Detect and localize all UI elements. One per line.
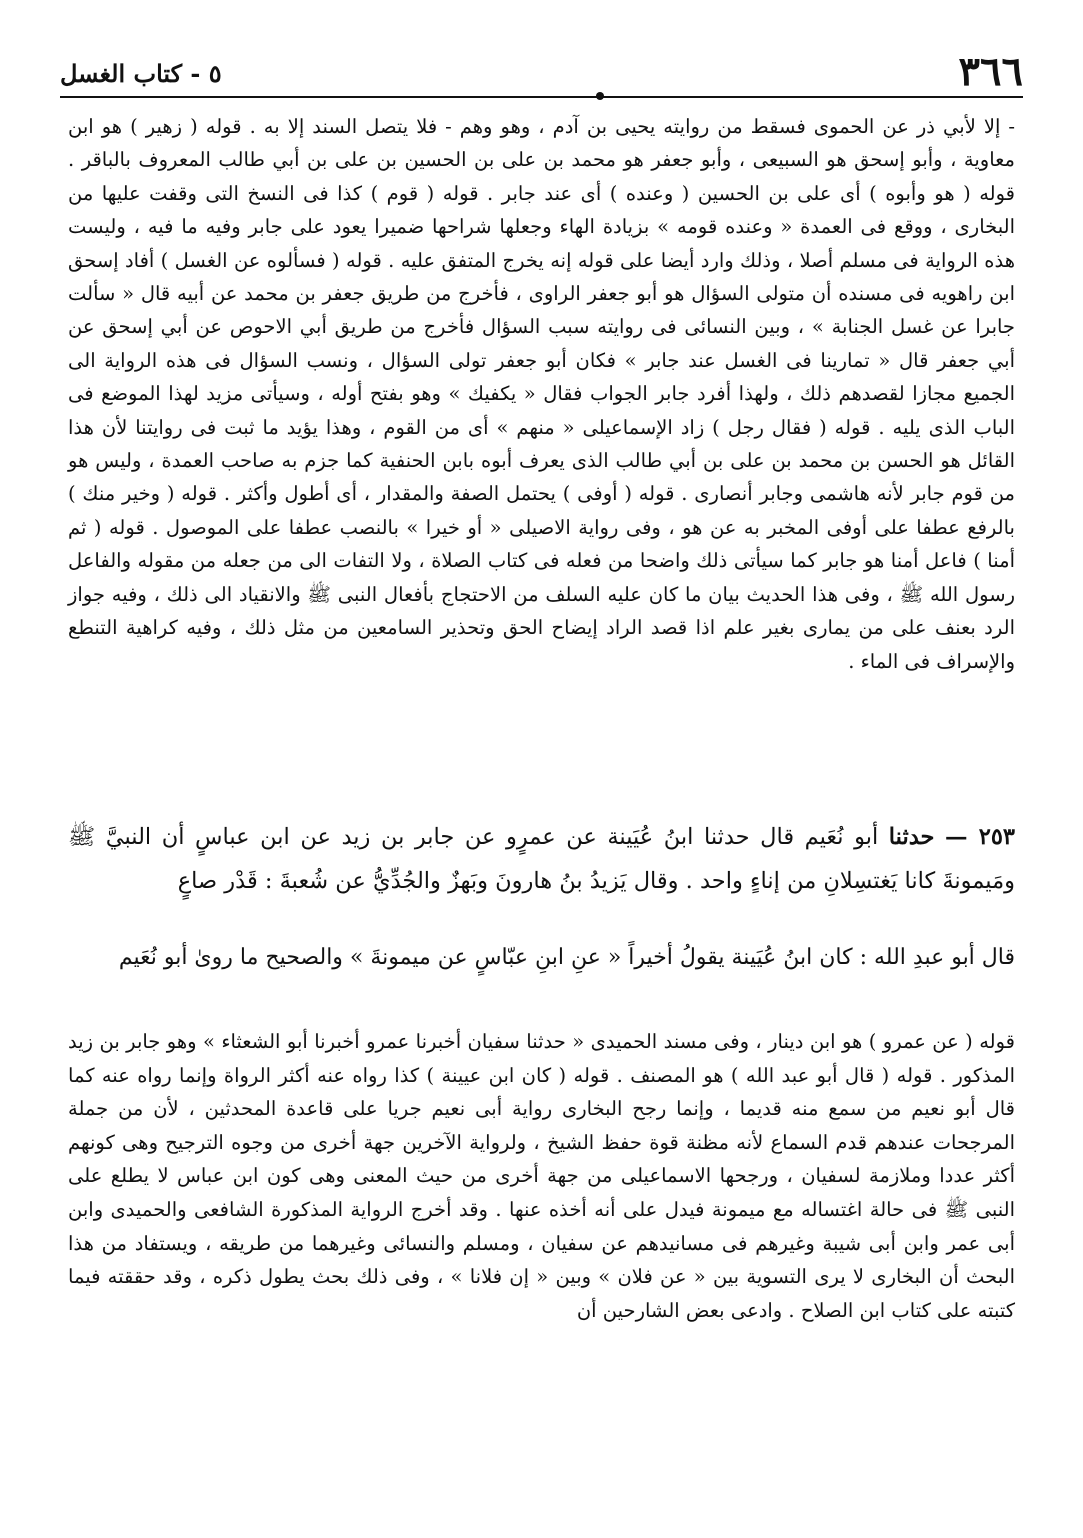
commentary-bottom-text: قوله ( عن عمرو ) هو ابن دينار ، وفى مسند الحميدى « حدثنا سفيان أخبرنا عمرو أخبرنا أبو الشعثاء » وهو جابر بن زيد المذكور . قوله ( قال أبو عبد الله ) هو المصنف . قوله ( كان ابن عيينة ) كذا رواه عنه أكثر الرواة وإنما رواه عنه كما قال أبو نعيم من سمع منه قديما ، وإنما رجح البخارى رواية أبى نعيم جريا على قاعدة المحدثين ، لأن من جملة المرجحات عندهم قدم السماع لأنه مظنة قوة حفظ الشيخ ، ولرواية الآخرين جهة أخرى من وجوه الترجيح وهى كونهم أكثر عددا وملازمة لسفيان ، ورجحها الاسماعيلى من جهة أخرى من حيث المعنى وهى كون ابن عباس لا يطلع على النبى ﷺ فى حالة اغتساله مع ميمونة فيدل على أنه أخذه عنها . وقد أخرج الرواية المذكورة الشافعى والحميدى وابن أبى عمر وابن أبى شيبة وغيرهم فى مسانيدهم عن سفيان ، ومسلم والنسائى وغيرهما من طريقه ، ويستفاد من هذا البحث أن البخارى لا يرى التسوية بين « عن فلان » وبين « إن فلانا » ، وفى ذلك بحث يطول ذكره ، وقد حققته فيما كتبته على كتاب ابن الصلاح . وادعى بعض الشارحين أن [68,1030,1015,1322]
hadith-text: أبو نُعَيم قال حدثنا ابنُ عُيَينة عن عمرٍو عن جابر بن زيد عن ابن عباسٍ أن النبيَّ ﷺ ومَيمونةَ كانا يَغتسِلانِ من إناءٍ واحد . وقال يَزيدُ بنُ هارونَ وبَهزٌ والجُدِّيُّ عن شُعبةَ : قَدْر صاعٍ [68,824,1015,894]
commentary-top [68,110,1015,678]
commentary-bottom [68,1025,1015,1327]
page-header [60,40,1023,100]
author-note-text: قال أبو عبدِ الله : كان ابنُ عُيَينة يقولُ أخيراً « عنِ ابنِ عبّاسٍ عن ميمونةَ » والصحيح ما روىٰ أبو نُعَيم [118,945,1015,970]
hadith-paragraph [68,815,1015,903]
chapter-title: ٥ - كتاب الغسل [60,59,222,88]
hadith-opener: حدثنا [888,824,935,850]
header-divider [60,96,1023,98]
hadith-number: ٢٥٣ — [945,824,1016,850]
author-note [68,938,1015,978]
header-divider-dot [596,92,604,100]
page-number: ٣٦٦ [958,48,1023,95]
hadith-253 [68,815,1015,903]
commentary-top-text: - إلا لأبي ذر عن الحموى فسقط من روايته يحيى بن آدم ، وهو وهم - فلا يتصل السند إلا به . قوله ( زهير ) هو ابن معاوية ، وأبو إسحق هو السبيعى ، وأبو جعفر هو محمد بن على بن الحسين بن على بن أبي طالب المعروف بالباقر . قوله ( هو وأبوه ) أى على بن الحسين ( وعنده ) أى عند جابر . قوله ( قوم ) كذا فى النسخ التى وقفت عليها من البخارى ، ووقع فى العمدة « وعنده قومه » بزيادة الهاء وجعلها شراحها ضميرا يعود على جابر وفيه ما فيه ، وليست هذه الرواية فى مسلم أصلا ، وذلك وارد أيضا على قوله إنه يخرج المتفق عليه . قوله ( فسألوه عن الغسل ) أفاد إسحق ابن راهويه فى مسنده أن متولى السؤال هو أبو جعفر الراوى ، فأخرج من طريق جعفر بن محمد عن أبيه قال « سألت جابرا عن غسل الجنابة » ، وبين النسائى فى روايته سبب السؤال فأخرج من طريق أبي الاحوص عن أبي إسحق عن أبي جعفر قال « تمارينا فى الغسل عند جابر » فكان أبو جعفر تولى السؤال ، ونسب السؤال فى هذه الرواية الى الجميع مجازا لقصدهم ذلك ، ولهذا أفرد جابر الجواب فقال « يكفيك » وهو بفتح أوله ، وسيأتى مزيد لهذا الموضع فى الباب الذى يليه . قوله ( فقال رجل ) زاد الإسماعيلى « منهم » أى من القوم ، وهذا يؤيد ما ثبت فى روايتنا لأن هذا القائل هو الحسن بن محمد بن على بن أبي طالب الذى يعرف أبوه بابن الحنفية كما جزم به صاحب العمدة ، وليس هو من قوم جابر لأنه هاشمى وجابر أنصارى . قوله ( أوفى ) يحتمل الصفة والمقدار ، أى أطول وأكثر . قوله ( وخير منك ) بالرفع عطفا على أوفى المخبر به عن هو ، وفى رواية الاصيلى « أو خيرا » بالنصب عطفا على الموصول . قوله ( ثم أمنا ) فاعل أمنا هو جابر كما سيأتى ذلك واضحا من فعله فى كتاب الصلاة ، ولا التفات الى من جعله من مقوله والفاعل رسول الله ﷺ ، وفى هذا الحديث بيان ما كان عليه السلف من الاحتجاج بأفعال النبى ﷺ والانقياد الى ذلك ، وفيه جواز الرد بعنف على من يمارى بغير علم اذا قصد الراد إيضاح الحق وتحذير السامعين من مثل ذلك ، وفيه كراهية التنطع والإسراف فى الماء . [68,115,1015,673]
